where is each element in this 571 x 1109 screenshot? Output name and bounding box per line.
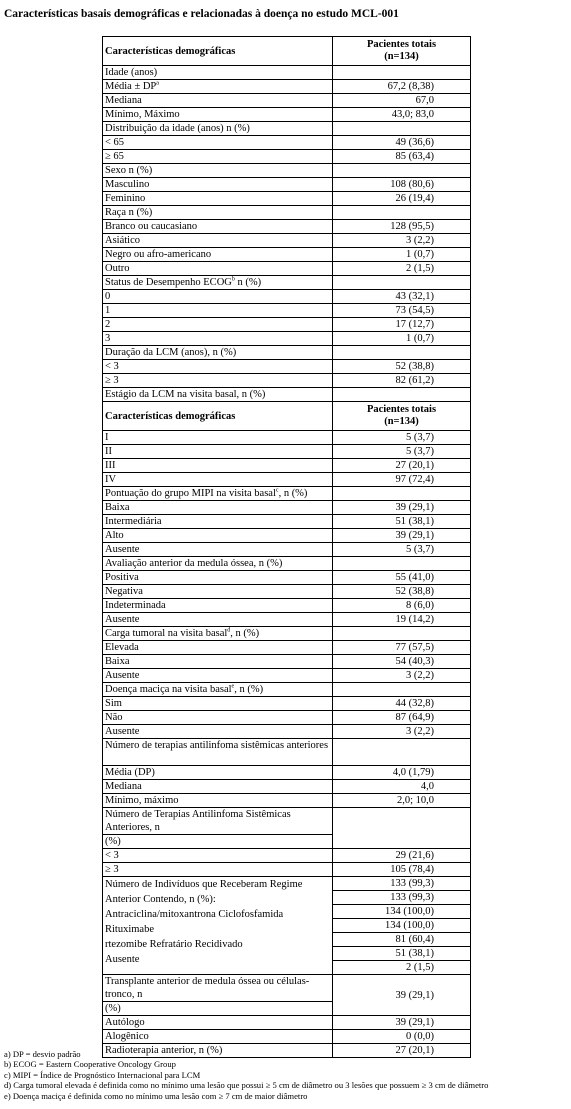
- table-row: [103, 360, 471, 374]
- row-value: 39 (29,1): [333, 1016, 471, 1030]
- row-label: [103, 473, 333, 487]
- row-value: [333, 164, 471, 178]
- regimen-label: rtezomibe Refratário Recidivado: [105, 939, 243, 950]
- table-row: [103, 108, 471, 122]
- footnote-a: a) DP = desvio padrão: [4, 1049, 81, 1059]
- row-label: [103, 94, 333, 108]
- table-row: [103, 863, 471, 877]
- row-label-text: 1: [105, 305, 111, 316]
- row-label-text: < 3: [105, 361, 119, 372]
- table-row: [103, 164, 471, 178]
- row-value: 17 (12,7): [333, 318, 471, 332]
- row-value: 1 (0,7): [333, 248, 471, 262]
- row-value: [333, 206, 471, 220]
- row-value: 19 (14,2): [333, 613, 471, 627]
- row-label-text: I: [105, 432, 109, 443]
- row-value: 3 (2,2): [333, 669, 471, 683]
- header-total-patients: [333, 402, 471, 431]
- row-label-text: Ausente: [105, 670, 140, 681]
- row-label-text: < 65: [105, 137, 125, 148]
- row-label: [103, 248, 333, 262]
- table-header-row-repeat: [103, 402, 471, 431]
- regimen-label: Número de Indivíduos que Receberam Regime: [105, 879, 303, 890]
- row-label: [103, 780, 333, 794]
- table-row: [103, 794, 471, 808]
- row-label: [103, 136, 333, 150]
- regimen-value: 133 (99,3): [333, 877, 470, 891]
- table-row: [103, 1016, 471, 1030]
- row-label: [103, 290, 333, 304]
- row-value: 39 (29,1): [333, 975, 471, 1016]
- row-label-text: III: [105, 460, 116, 471]
- table-row: [103, 459, 471, 473]
- table-row: [103, 1030, 471, 1044]
- table-row: [103, 248, 471, 262]
- row-value: 108 (80,6): [333, 178, 471, 192]
- row-label-line: Número de Terapias Antilinfoma Sistêmicas: [105, 809, 291, 820]
- regimen-value: 2 (1,5): [406, 962, 434, 973]
- row-value: 8 (6,0): [333, 599, 471, 613]
- footnote-ref: b: [231, 276, 235, 283]
- row-label: [103, 613, 333, 627]
- row-label-text: Mínimo, Máximo: [105, 109, 180, 120]
- row-value: 39 (29,1): [333, 529, 471, 543]
- row-label-text: Status de Desempenho ECOG: [105, 277, 232, 288]
- table-row: [103, 346, 471, 360]
- row-label-text: Mínimo, máximo: [105, 795, 179, 806]
- table-row: [103, 766, 471, 780]
- row-label: [103, 543, 333, 557]
- table-row: [103, 627, 471, 641]
- row-label: [103, 332, 333, 346]
- row-label-text: Baixa: [105, 502, 130, 513]
- row-label: [103, 725, 333, 739]
- row-value: 5 (3,7): [333, 431, 471, 445]
- table-row: [103, 641, 471, 655]
- row-label: [103, 262, 333, 276]
- row-label-text: ≥ 3: [105, 375, 119, 386]
- row-label-text: Alogênico: [105, 1031, 149, 1042]
- row-value: 49 (36,6): [333, 136, 471, 150]
- row-value: 51 (38,1): [333, 515, 471, 529]
- row-label-text: Sexo n (%): [105, 165, 153, 176]
- table-row: [103, 697, 471, 711]
- row-value: [333, 627, 471, 641]
- row-label-text: Raça n (%): [105, 207, 153, 218]
- row-label: [103, 529, 333, 543]
- row-value: 52 (38,8): [333, 585, 471, 599]
- row-label: [103, 276, 333, 290]
- row-label-text: Pontuação do grupo MIPI na visita basal: [105, 488, 276, 499]
- row-label-text: Asiático: [105, 235, 140, 246]
- footnote-ref: c: [275, 487, 279, 494]
- row-label-line: (%): [103, 834, 332, 848]
- row-value: 67,0: [333, 94, 471, 108]
- table-row: [103, 445, 471, 459]
- row-label-text: Branco ou caucasiano: [105, 221, 198, 232]
- table-row: [103, 473, 471, 487]
- table-row: [103, 66, 471, 80]
- table-row: [103, 808, 471, 849]
- regimen-values: [333, 877, 471, 975]
- table-row: [103, 683, 471, 697]
- header-total-line1: Pacientes totais: [366, 404, 437, 415]
- table-row: [103, 655, 471, 669]
- table-row: [103, 877, 471, 975]
- row-value: 43 (32,1): [333, 290, 471, 304]
- row-label-text: Baixa: [105, 656, 130, 667]
- table-row: [103, 122, 471, 136]
- row-value: [333, 66, 471, 80]
- footnote-d: d) Carga tumoral elevada é definida como no mínimo uma lesão que possui ≥ 5 cm de diâmetro ou 3 lesões que possuem ≥ 3 cm de diâmetro: [4, 1080, 489, 1091]
- row-label: [103, 1016, 333, 1030]
- row-label-text: Feminino: [105, 193, 146, 204]
- header-total-patients: [333, 37, 471, 66]
- row-value: 67,2 (8,38): [333, 80, 471, 94]
- row-label: [103, 234, 333, 248]
- row-value: 5 (3,7): [333, 445, 471, 459]
- regimen-label: Anterior Contendo, n (%):: [105, 894, 216, 905]
- row-value: 73 (54,5): [333, 304, 471, 318]
- row-label-text: ≥ 65: [105, 151, 124, 162]
- table-row: [103, 501, 471, 515]
- row-label: [103, 599, 333, 613]
- row-label-text: Autólogo: [105, 1017, 145, 1028]
- row-label: [103, 766, 333, 780]
- row-label: [103, 178, 333, 192]
- row-label: [103, 1030, 333, 1044]
- table-row: [103, 318, 471, 332]
- table-row: [103, 304, 471, 318]
- row-label: [103, 557, 333, 571]
- row-value: 39 (29,1): [333, 501, 471, 515]
- table-row: [103, 234, 471, 248]
- footnote-c: c) MIPI = Índice de Prognóstico Internacional para LCM: [4, 1069, 201, 1080]
- row-label: [103, 388, 333, 402]
- row-value: 2,0; 10,0: [333, 794, 471, 808]
- row-value: 27 (20,1): [333, 1044, 471, 1058]
- row-label-text: Idade (anos): [105, 67, 158, 78]
- regimen-value: 134 (100,0): [333, 905, 470, 919]
- row-label-suffix: , n (%): [234, 684, 264, 695]
- row-label-suffix: , n (%): [230, 628, 260, 639]
- row-label: [103, 318, 333, 332]
- header-characteristics: Características demográficas: [103, 402, 333, 431]
- table-row: [103, 80, 471, 94]
- row-label: [103, 374, 333, 388]
- table-row: [103, 332, 471, 346]
- row-label-text: Indeterminada: [105, 600, 166, 611]
- row-value: 128 (95,5): [333, 220, 471, 234]
- row-label-text: Ausente: [105, 614, 140, 625]
- row-label: [103, 192, 333, 206]
- table-row: [103, 431, 471, 445]
- table-row: [103, 599, 471, 613]
- row-label-text: Masculino: [105, 179, 150, 190]
- demographics-table: [102, 36, 471, 1058]
- table-row: [103, 276, 471, 290]
- row-label-suffix: n (%): [234, 277, 262, 288]
- regimen-value: 134 (100,0): [333, 919, 470, 933]
- row-value: 44 (32,8): [333, 697, 471, 711]
- row-label-text: Estágio da LCM na visita basal, n (%): [105, 389, 266, 400]
- row-value: 26 (19,4): [333, 192, 471, 206]
- row-label: [103, 697, 333, 711]
- row-label-text: Avaliação anterior da medula óssea, n (%): [105, 558, 283, 569]
- row-label: [103, 66, 333, 80]
- row-value: 52 (38,8): [333, 360, 471, 374]
- table-row: [103, 613, 471, 627]
- row-label: [103, 459, 333, 473]
- table-row: [103, 290, 471, 304]
- regimen-value: 81 (60,4): [333, 933, 470, 947]
- row-value: [333, 557, 471, 571]
- row-label-text: Negro ou afro-americano: [105, 249, 212, 260]
- regimen-label: Rituximabe: [105, 924, 154, 935]
- row-label: [103, 669, 333, 683]
- row-label-text: IV: [105, 474, 117, 485]
- row-value: 97 (72,4): [333, 473, 471, 487]
- table-row: [103, 374, 471, 388]
- row-value: 55 (41,0): [333, 571, 471, 585]
- row-label: [103, 304, 333, 318]
- row-label: [103, 515, 333, 529]
- row-value: [333, 739, 471, 766]
- row-label: [103, 360, 333, 374]
- footnote-ref: e: [231, 683, 235, 690]
- row-value: 54 (40,3): [333, 655, 471, 669]
- row-value: 1 (0,7): [333, 332, 471, 346]
- table-row: [103, 669, 471, 683]
- row-label: [103, 501, 333, 515]
- row-value: 105 (78,4): [333, 863, 471, 877]
- header-total-line1: Pacientes totais: [366, 39, 437, 50]
- row-value: [333, 346, 471, 360]
- row-label: [103, 220, 333, 234]
- row-value: 87 (64,9): [333, 711, 471, 725]
- row-value: 5 (3,7): [333, 543, 471, 557]
- row-label: [103, 655, 333, 669]
- row-value: 0 (0,0): [333, 1030, 471, 1044]
- row-label: [103, 627, 333, 641]
- regimen-value: 51 (38,1): [333, 947, 470, 961]
- row-label-text: 3: [105, 333, 111, 344]
- table-row: [103, 571, 471, 585]
- table-row: [103, 543, 471, 557]
- row-label: [103, 445, 333, 459]
- row-label: [103, 150, 333, 164]
- row-value: [333, 683, 471, 697]
- row-label-line: (%): [103, 1001, 332, 1015]
- row-label-text: Elevada: [105, 642, 139, 653]
- table-row: [103, 388, 471, 402]
- row-label: [103, 122, 333, 136]
- table-row: [103, 178, 471, 192]
- row-label-text: 2: [105, 319, 111, 330]
- row-label-text: Carga tumoral na visita basal: [105, 628, 228, 639]
- table-row: [103, 557, 471, 571]
- table-row: [103, 849, 471, 863]
- row-label: [103, 641, 333, 655]
- row-label-line: tronco, n: [105, 989, 143, 1000]
- row-value: 43,0; 83,0: [333, 108, 471, 122]
- row-label-text: Outro: [105, 263, 130, 274]
- row-label: Número de terapias antilinfoma sistêmicas anteriores: [103, 739, 333, 766]
- document-title: Características basais demográficas e relacionadas à doença no estudo MCL-001: [4, 8, 399, 20]
- row-label-text: Duração da LCM (anos), n (%): [105, 347, 237, 358]
- table-row: [103, 739, 471, 766]
- table-row: [103, 529, 471, 543]
- table-row: [103, 192, 471, 206]
- row-value: 4,0: [333, 780, 471, 794]
- row-label-text: Não: [105, 712, 123, 723]
- row-label: [103, 863, 333, 877]
- row-value: 29 (21,6): [333, 849, 471, 863]
- row-value: [333, 388, 471, 402]
- table-header-row: [103, 37, 471, 66]
- footnote-e: e) Doença maciça é definida como no mínimo uma lesão com ≥ 7 cm de maior diâmetro: [4, 1090, 308, 1101]
- table-row: [103, 94, 471, 108]
- row-value: [333, 276, 471, 290]
- header-total-line2: (n=134): [384, 51, 419, 62]
- row-label: [103, 80, 333, 94]
- row-value: 3 (2,2): [333, 234, 471, 248]
- row-label-text: Negativa: [105, 586, 143, 597]
- header-total-line2: (n=134): [384, 416, 419, 427]
- row-label-suffix: , n (%): [278, 488, 308, 499]
- row-label-line: Anteriores, n: [105, 822, 160, 833]
- row-label: [103, 585, 333, 599]
- table-row: [103, 262, 471, 276]
- row-label-text: 0: [105, 291, 111, 302]
- row-label: [103, 206, 333, 220]
- row-label-text: ≥ 3: [105, 864, 119, 875]
- header-characteristics: Características demográficas: [103, 37, 333, 66]
- row-label: [103, 571, 333, 585]
- row-value: [333, 808, 471, 849]
- table-row: [103, 780, 471, 794]
- row-label-line: Transplante anterior de medula óssea ou células-: [105, 976, 310, 987]
- row-label: [103, 683, 333, 697]
- row-value: 2 (1,5): [333, 262, 471, 276]
- row-label-text: < 3: [105, 850, 119, 861]
- row-label-text: Média ± DP: [105, 81, 157, 92]
- row-label-text: Radioterapia anterior, n (%): [105, 1045, 223, 1056]
- row-label-text: Positiva: [105, 572, 139, 583]
- row-label: [103, 711, 333, 725]
- row-value: 27 (20,1): [333, 459, 471, 473]
- row-label: [103, 346, 333, 360]
- row-label: [103, 975, 333, 1016]
- row-label: [103, 431, 333, 445]
- regimen-label: Antraciclina/mitoxantrona Ciclofosfamida: [105, 909, 284, 920]
- row-label-text: Doença maciça na visita basal: [105, 684, 232, 695]
- table-row: [103, 725, 471, 739]
- table-row: [103, 711, 471, 725]
- table-row: [103, 150, 471, 164]
- table-row: [103, 487, 471, 501]
- table-row: [103, 585, 471, 599]
- footnote-ref: a: [156, 80, 159, 87]
- row-label-text: Ausente: [105, 726, 140, 737]
- row-value: 82 (61,2): [333, 374, 471, 388]
- row-label-text: II: [105, 446, 112, 457]
- row-label-text: Intermediária: [105, 516, 162, 527]
- row-value: 85 (63,4): [333, 150, 471, 164]
- row-label-text: Alto: [105, 530, 124, 541]
- row-label: [103, 164, 333, 178]
- row-label-text: Mediana: [105, 781, 142, 792]
- regimen-label: Ausente: [105, 954, 140, 965]
- table-row: [103, 220, 471, 234]
- row-label: [103, 849, 333, 863]
- row-label-text: Ausente: [105, 544, 140, 555]
- table-row: [103, 975, 471, 1016]
- table-row: [103, 136, 471, 150]
- footnotes: [4, 1049, 488, 1101]
- regimen-value: 133 (99,3): [333, 891, 470, 905]
- row-label-text: Sim: [105, 698, 122, 709]
- row-value: 3 (2,2): [333, 725, 471, 739]
- footnote-b: b) ECOG = Eastern Cooperative Oncology Group: [4, 1059, 176, 1070]
- row-label: [103, 794, 333, 808]
- row-label: [103, 108, 333, 122]
- row-label-text: Mediana: [105, 95, 142, 106]
- row-label: [103, 877, 333, 975]
- table-row: [103, 206, 471, 220]
- row-value: 77 (57,5): [333, 641, 471, 655]
- footnote-ref: d: [227, 627, 231, 634]
- row-label: [103, 487, 333, 501]
- row-value: [333, 487, 471, 501]
- table-row: [103, 515, 471, 529]
- row-label-text: Distribuição da idade (anos) n (%): [105, 123, 250, 134]
- row-label: [103, 808, 333, 849]
- row-value: 4,0 (1,79): [333, 766, 471, 780]
- row-label-text: Média (DP): [105, 767, 155, 778]
- row-value: [333, 122, 471, 136]
